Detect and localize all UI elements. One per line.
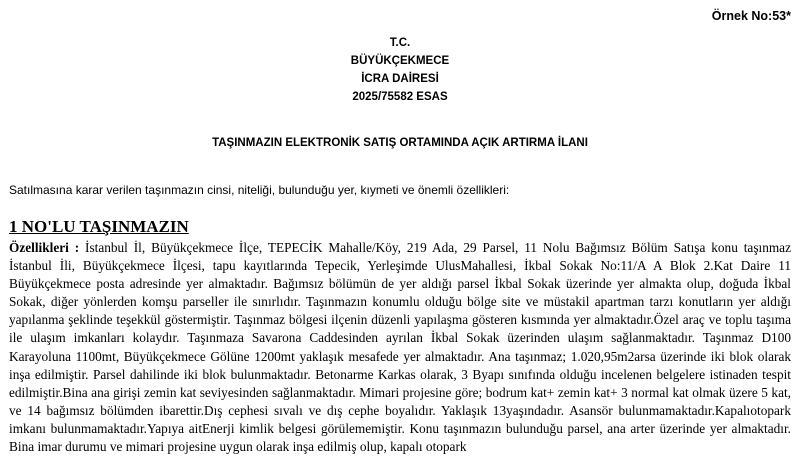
- features-text: İstanbul İl, Büyükçekmece İlçe, TEPECİK Mahalle/Köy, 219 Ada, 29 Parsel, 11 Nolu Bağımsız Bölüm Satışa konu taşınmaz İstanbul İli, Büyükçekmece İlçesi, tapu kayıtlarında Tepecik, Yerleşimde UlusMahallesi, İkbal Sokak No:11/A A Blok 2.Kat Daire 11 Büyükçekmece posta adresinde yer almaktadır. Bağımsız bölümün de yer aldığı parsel İkbal Sokak üzerinde yer almakta olup, doğuda İkbal Sokak, diğer yönlerden komşu parseller ile sınırlıdır. Taşınmazın konumlu olduğu bölge site ve müstakil apartman tarzı konutların yer aldığı yapılanma şeklinde teşekkül göstermiştir. Taşınmaz bölgesi ilçenin düzenli yapılaşma gösteren kısmında yer almaktadır.Özel araç ve toplu taşıma ile ulaşım imkanları kolaydır. Taşınmaza Savarona Caddesinden ayrılan İkbal Sokak üzerinden ulaşım sağlanmaktadır. Taşınmaz D100 Karayoluna 1100mt, Büyükçekmece Gölüne 1200mt yaklaşık mesafede yer almaktadır. Ana taşınmaz; 1.020,95m2arsa üzerinde iki blok olarak inşa edilmiştir. Parsel dahilinde iki blok bulunmaktadır. Betonarme Karkas olarak, 3 Byapı sınıfında olduğu incelenen belgelere istinaden tespit edilmiştir.Bina ana girişi zemin kat seviyesinden sağlanmaktadır. Mimari projesine göre; bodrum kat+ zemin kat+ 3 normal kat olmak üzere 5 kat, ve 14 bağımsız bölümden ibarettir.Dış cephesi sıvalı ve dış cephe boyalıdır. Yaklaşık 13yaşındadır. Asansör bulunmamaktadır.Kapalıotopark imkanı bulunmamaktadır.Yapıya aitEnerji kimlik belgesi görülememiştir. Konu taşınmazın bulunduğu parsel, ana arter üzerinde yer almaktadır. Bina imar durumu ve mimari projesine uygun olarak inşa edilmiş olup, kapalı otopark: [9, 240, 791, 455]
- header-line-district: BÜYÜKÇEKMECE: [350, 55, 450, 67]
- sample-number: Örnek No:53*: [711, 9, 791, 23]
- header-line-office: İCRA DAİRESİ: [361, 73, 439, 85]
- features-label: Özellikleri :: [9, 240, 86, 255]
- notice-title: TAŞINMAZIN ELEKTRONİK SATIŞ ORTAMINDA AÇIK ARTIRMA İLANI: [212, 137, 588, 149]
- header-line-case-number: 2025/75582 ESAS: [352, 91, 448, 103]
- header-line-country: T.C.: [389, 37, 411, 49]
- property-description: [9, 239, 791, 456]
- intro-text: Satılmasına karar verilen taşınmazın cinsi, niteliği, bulunduğu yer, kıymeti ve önemli özellikleri:: [9, 183, 510, 197]
- property-title: 1 NO'LU TAŞINMAZIN: [9, 217, 189, 236]
- document-header: [0, 34, 800, 106]
